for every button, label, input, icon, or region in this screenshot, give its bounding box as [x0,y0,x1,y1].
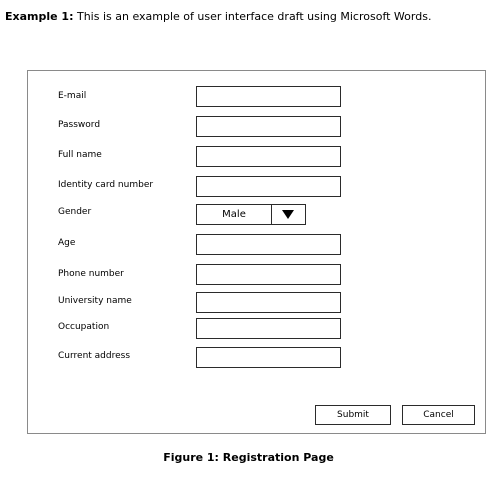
university-label: University name [58,296,132,306]
intro-text [5,10,431,23]
dropdown-arrow-icon[interactable] [282,210,294,219]
full-name-label: Full name [58,150,102,160]
gender-select[interactable] [196,204,306,225]
age-label: Age [58,238,76,248]
identity-card-label: Identity card number [58,180,154,190]
phone-label: Phone number [58,269,124,279]
address-field[interactable] [196,347,341,368]
intro-body: This is an example of user interface draft using Microsoft Words. [73,10,432,23]
email-label: E-mail [58,91,87,101]
age-field[interactable] [196,234,341,255]
gender-label: Gender [58,207,92,217]
gender-selected-value: Male [197,205,272,224]
cancel-button[interactable]: Cancel [402,405,475,425]
submit-button[interactable]: Submit [315,405,391,425]
full-name-field[interactable] [196,146,341,167]
intro-prefix: Example 1: [5,10,74,23]
occupation-field[interactable] [196,318,341,339]
address-label: Current address [58,351,131,361]
password-field[interactable] [196,116,341,137]
university-field[interactable] [196,292,341,313]
identity-card-field[interactable] [196,176,341,197]
occupation-label: Occupation [58,322,110,332]
password-label: Password [58,120,101,130]
email-field[interactable] [196,86,341,107]
figure-caption: Figure 1: Registration Page [163,451,334,464]
phone-field[interactable] [196,264,341,285]
